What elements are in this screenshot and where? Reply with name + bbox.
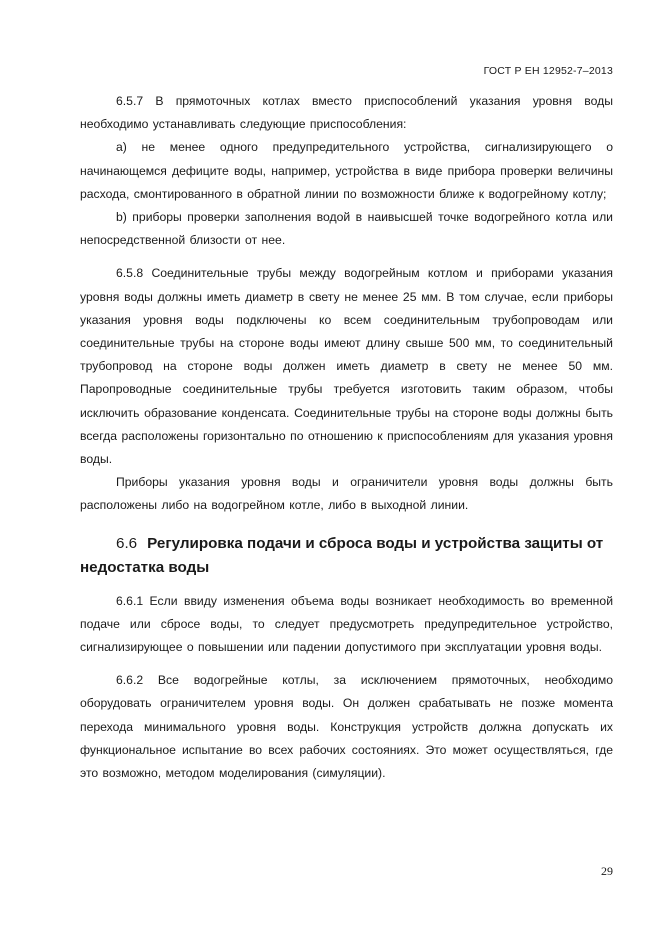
clause-6-6-2: 6.6.2 Все водогрейные котлы, за исключением прямоточных, необходимо оборудовать ограничителем уровня воды. Он должен срабатывать не позже момента перехода минимального уровня воды. Конструкция устройств должна допускать их функциональное испытание во всех рабочих состояниях. Это может осуществляться, где это возможно, методом моделирования (симуляции). [80,673,613,781]
clause-6-5-7-item-a: a) не менее одного предупредительного устройства, сигнализирующего о начинающемся дефиците воды, например, устройства в виде прибора проверки величины расхода, смонтированного в обратной линии по возможности ближе к водогрейному котлу; [80,140,613,201]
section-6-6-heading [80,532,613,580]
page-number: 29 [601,864,613,878]
clause-6-5-8: 6.5.8 Соединительные трубы между водогрейным котлом и приборами указания уровня воды должны иметь диаметр в свету не менее 25 мм. В том случае, если приборы указания уровня воды подключены ко всем соединительным трубопроводам или соединительные трубы на стороне воды имеют длину свыше 500 мм, то соединительный трубопровод на стороне воды должен иметь диаметр в свету не менее 50 мм. Паропроводные соединительные трубы требуется изготовить таким образом, чтобы исключить образование конденсата. Соединительные трубы на стороне воды должны быть всегда расположены горизонтально по отношению к приспособлениям для указания уровня воды. [80,266,613,467]
clause-6-6-1: 6.6.1 Если ввиду изменения объема воды возникает необходимость во временной подаче или сбросе воды, то следует предусмотреть предупредительное устройство, сигнализирующее о повышении или падении допустимого при эксплуатации уровня воды. [80,593,613,655]
page-body [80,90,613,785]
document-code-header: ГОСТ Р ЕН 12952-7–2013 [483,65,613,77]
section-title: Регулировка подачи и сброса воды и устройства защиты от недостатка воды [80,534,604,576]
clause-6-5-7-item-b: b) приборы проверки заполнения водой в наивысшей точке водогрейного котла или непосредственной близости от нее. [80,210,613,248]
clause-6-5-7-intro: 6.5.7 В прямоточных котлах вместо приспособлений указания уровня воды необходимо устанавливать следующие приспособления: [80,94,613,132]
clause-6-5-8-continuation: Приборы указания уровня воды и ограничители уровня воды должны быть расположены либо на водогрейном котле, либо в выходной линии. [80,475,613,513]
section-number: 6.6 [116,534,138,552]
